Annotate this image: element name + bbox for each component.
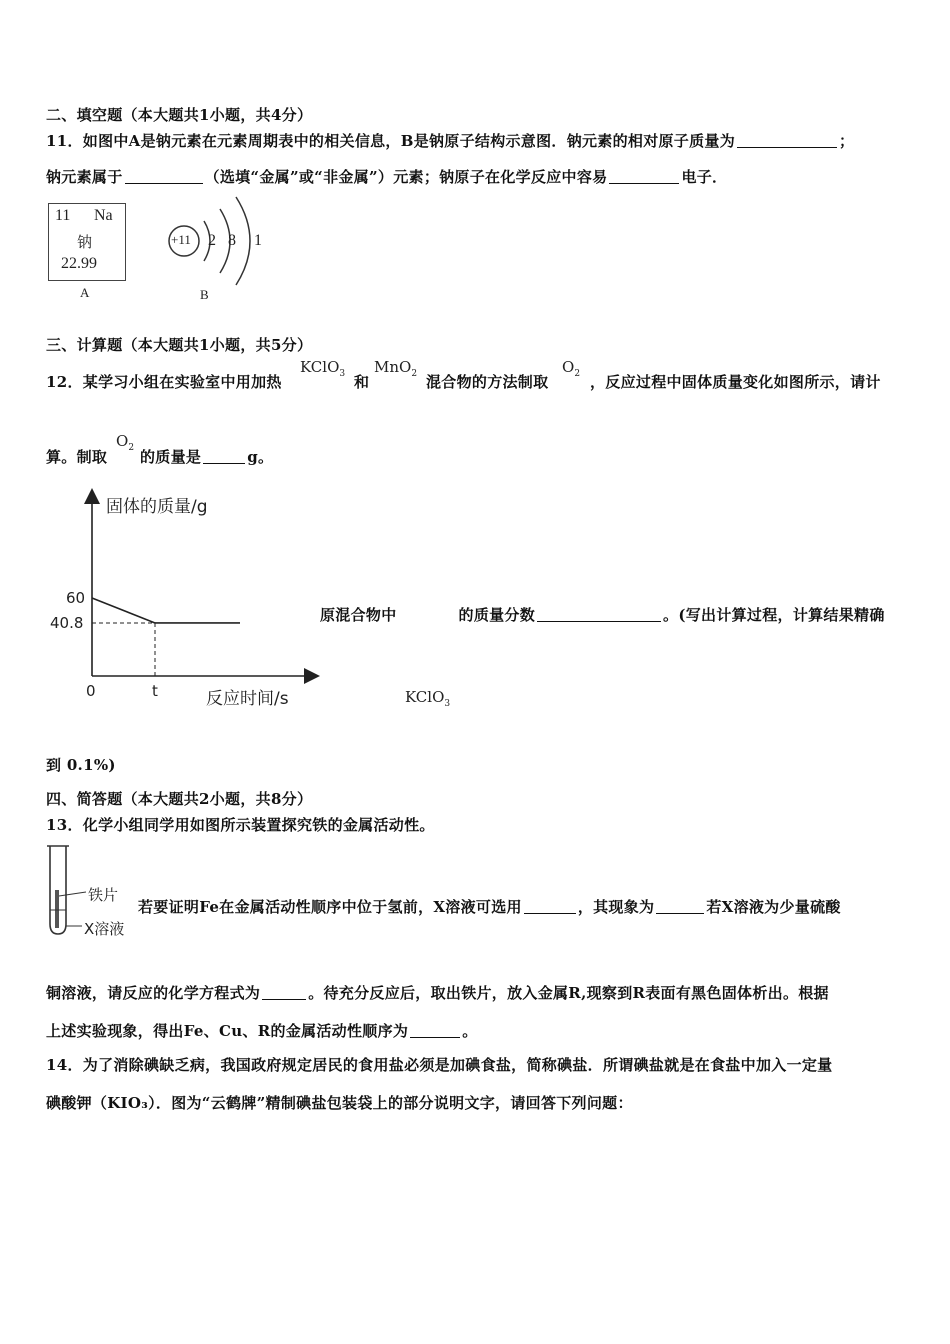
x-tick-t: t xyxy=(152,682,158,700)
q12-blank-fraction[interactable] xyxy=(537,606,661,622)
q13-text-2b: ，其现象为 xyxy=(577,898,655,916)
atomic-mass: 22.99 xyxy=(61,255,97,272)
q11-text-1: 11．如图中A是钠元素在元素周期表中的相关信息，B是钠原子结构示意图．钠元素的相对原子质量为 xyxy=(46,132,735,150)
q13-text-2c: 若X溶液为少量硫酸 xyxy=(706,898,841,916)
q13-line2 xyxy=(138,896,841,917)
o2-sub: 2 xyxy=(574,369,581,379)
q13-text-3b: 。待充分反应后，取出铁片，放入金属R,现察到R表面有黑色固体析出。根据 xyxy=(308,984,829,1002)
q11-line1 xyxy=(46,130,854,151)
section4-heading: 四、简答题（本大题共2小题，共8分） xyxy=(46,790,313,808)
q12-line1-text-c: ，反应过程中固体质量变化如图所示，请计 xyxy=(590,373,881,391)
kclo3-sub: 3 xyxy=(339,369,346,379)
formula-kclo3-2 xyxy=(405,688,450,709)
q12-line3 xyxy=(320,604,885,625)
q13-text-4a: 上述实验现象，得出Fe、Cu、R的金属活动性顺序为 xyxy=(46,1022,409,1040)
q13-blank-phenomenon[interactable] xyxy=(656,898,704,914)
q13-blank-equation[interactable] xyxy=(262,984,306,1000)
line-segment-decreasing xyxy=(92,598,155,623)
q14-line1: 14．为了消除碘缺乏病，我国政府规定居民的食用盐必须是加碘食盐，简称碘盐．所谓碘盐就是在食盐中加入一定量 xyxy=(46,1056,833,1074)
q12-text-3b: 的质量分数 xyxy=(458,606,536,624)
formula-mno2 xyxy=(374,358,417,379)
section3-heading: 三、计算题（本大题共1小题，共5分） xyxy=(46,336,313,354)
q12-line4: 到 0.1%) xyxy=(46,756,116,774)
formula-o2-2 xyxy=(116,432,134,453)
q12-line1-text-b: 混合物的方法制取 xyxy=(426,373,549,391)
o2-sub-2: 2 xyxy=(128,443,135,453)
nucleus-charge: +11 xyxy=(171,232,191,247)
q13-blank-solution[interactable] xyxy=(524,898,576,914)
periodic-cell-figure xyxy=(48,203,126,281)
mno2-text: MnO xyxy=(374,358,412,376)
shell-electrons-3: 1 xyxy=(254,232,262,249)
q11-text-2c: 电子． xyxy=(681,168,728,186)
y-axis-label: 固体的质量/g xyxy=(106,497,208,517)
q11-blank-mass[interactable] xyxy=(737,132,837,148)
q12-line1-text-a: 12．某学习小组在实验室中用加热 xyxy=(46,373,282,391)
q13-line4 xyxy=(46,1020,478,1041)
figure-a-label: A xyxy=(80,285,90,300)
solution-label: X溶液 xyxy=(84,920,125,938)
shell-electrons-1: 2 xyxy=(208,232,216,249)
q11-blank-type[interactable] xyxy=(125,168,203,184)
section2-heading: 二、填空题（本大题共1小题，共4分） xyxy=(46,106,313,124)
x-tick-0: 0 xyxy=(86,682,96,700)
formula-o2 xyxy=(562,358,580,379)
q12-unit: g。 xyxy=(247,448,274,466)
y-tick-60: 60 xyxy=(66,589,86,607)
o2-text-2: O xyxy=(116,432,129,450)
atomic-number: 11 xyxy=(55,207,71,224)
mno2-sub: 2 xyxy=(411,369,418,379)
element-name: 钠 xyxy=(77,233,93,251)
q14-line2: 碘酸钾（KIO₃）．图为“云鹤牌”精制碘盐包装袋上的部分说明文字，请回答下列问题： xyxy=(46,1094,633,1112)
q12-text-2a: 算。制取 xyxy=(46,448,108,466)
y-tick-40-8: 40.8 xyxy=(50,613,84,632)
kclo3-text: KClO xyxy=(300,358,340,376)
q13-blank-order[interactable] xyxy=(410,1022,460,1038)
q11-text-2a: 钠元素属于 xyxy=(46,168,123,186)
iron-strip xyxy=(55,890,59,928)
q13-text-4b: 。 xyxy=(462,1022,478,1040)
iron-pointer xyxy=(59,892,86,896)
q13-text-2a: 若要证明Fe在金属活动性顺序中位于氢前，X溶液可选用 xyxy=(138,898,522,916)
q12-and: 和 xyxy=(354,373,370,391)
q13-text-3a: 铜溶液，请反应的化学方程式为 xyxy=(46,984,261,1002)
q12-line2-rest xyxy=(140,446,273,467)
kclo3-text-2: KClO xyxy=(405,688,445,706)
q13-line1: 13．化学小组同学用如图所示装置探究铁的金属活动性。 xyxy=(46,816,435,834)
q12-text-3a: 原混合物中 xyxy=(320,606,397,624)
q12-text-3c: 。(写出计算过程，计算结果精确 xyxy=(663,606,885,624)
kclo3-sub-2: 3 xyxy=(444,699,451,709)
q11-text-2b: （选填“金属”或“非金属”）元素；钠原子在化学反应中容易 xyxy=(204,168,608,186)
q11-blank-electron[interactable] xyxy=(609,168,679,184)
q12-text-2b: 的质量是 xyxy=(140,448,202,466)
q12-line2 xyxy=(46,446,107,467)
q13-line3 xyxy=(46,982,829,1003)
mass-time-chart xyxy=(40,488,330,718)
q11-line2 xyxy=(46,166,727,187)
q11-text-1-end: ； xyxy=(839,132,855,150)
x-axis-label: 反应时间/s xyxy=(206,689,289,709)
iron-label: 铁片 xyxy=(88,886,119,904)
shell-arc-3 xyxy=(236,197,250,285)
shell-electrons-2: 8 xyxy=(228,232,236,249)
q12-blank-o2-mass[interactable] xyxy=(203,448,245,464)
figure-b-label: B xyxy=(200,287,209,302)
o2-text: O xyxy=(562,358,575,376)
element-symbol: Na xyxy=(94,207,113,224)
formula-kclo3 xyxy=(300,358,345,379)
